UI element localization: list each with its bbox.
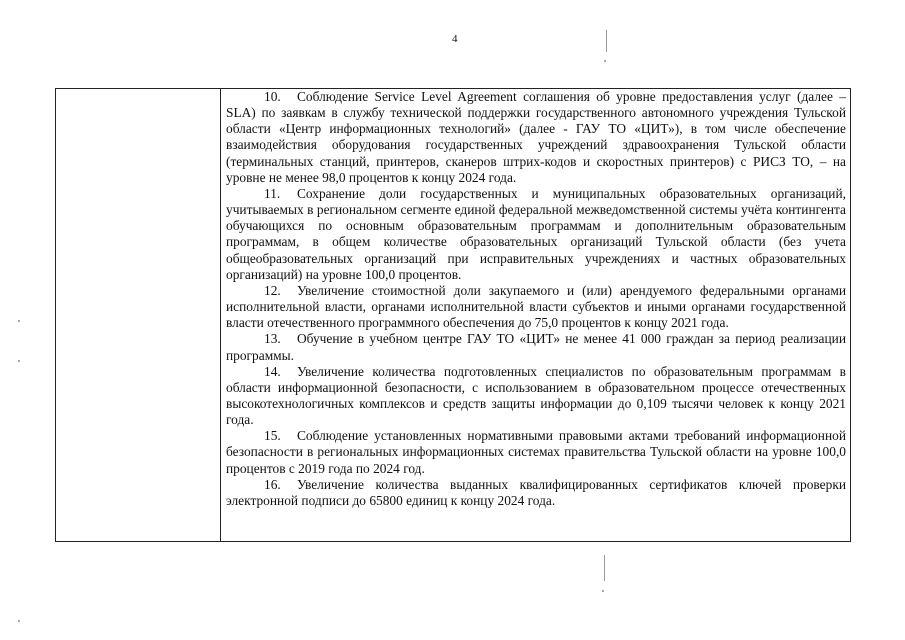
- item-number: 12.: [264, 282, 281, 298]
- scan-artifact: [18, 320, 20, 322]
- list-item: [226, 283, 846, 331]
- scan-artifact: [18, 360, 20, 362]
- item-text: Увеличение количества выданных квалифицированных сертификатов ключей проверки электронной подписи до 65800 единиц к концу 2024 года.: [226, 476, 846, 508]
- item-text: Увеличение стоимостной доли закупаемого и (или) арендуемого федеральными органами исполнительной власти, органами исполнительной власти субъектов и иными органами государственной власти отечественного программного обеспечения до 75,0 процентов к концу 2021 года.: [226, 282, 846, 331]
- page-number: 4: [452, 33, 458, 45]
- list-item: [226, 477, 846, 509]
- list-item: [226, 186, 846, 283]
- item-number: 14.: [264, 363, 281, 379]
- item-text: Увеличение количества подготовленных специалистов по образовательным программам в области информационной безопасности, с использованием в образовательном процессе отечественных высокотехнологичных комплексов и средств защиты информации до 0,109 тысячи человек к концу 2021 года.: [226, 363, 846, 428]
- scan-artifact: [18, 620, 20, 622]
- item-text: Соблюдение установленных нормативными правовыми актами требований информационной безопасности в региональных информационных системах правительства Тульской области на уровне 100,0 процентов с 2019 года по 2024 год.: [226, 428, 846, 476]
- list-item: [226, 364, 846, 429]
- list-item: [226, 331, 846, 363]
- item-number: 10.: [264, 89, 281, 104]
- list-item: [226, 89, 846, 186]
- item-text: Обучение в учебном центре ГАУ ТО «ЦИТ» не менее 41 000 граждан за период реализации программы.: [226, 331, 846, 363]
- list-item: [226, 428, 846, 476]
- scan-artifact: [606, 30, 607, 52]
- item-number: 13.: [264, 331, 281, 347]
- scan-artifact: [604, 60, 606, 62]
- item-number: 16.: [264, 476, 281, 492]
- document-table: [55, 88, 851, 542]
- item-number: 15.: [264, 428, 281, 444]
- scan-artifact: [604, 555, 605, 581]
- table-left-column: [56, 89, 221, 541]
- item-text: Соблюдение Service Level Agreement соглашения об уровне предоставления услуг (далее – SLA) по заявкам в службу технической поддержки государственного автономного учреждения Тульской области «Центр информационных технологий» (далее - ГАУ ТО «ЦИТ»), в том числе обеспечение взаимодействия оборудования государственных учреждений здравоохранения Тульской области (терминальных станций, принтеров, сканеров штрих-кодов и скоростных принтеров) с РИСЗ ТО, – на уровне не менее 98,0 процентов к концу 2024 года.: [226, 89, 846, 185]
- item-text: Сохранение доли государственных и муниципальных образовательных организаций, учитываемых в региональном сегменте единой федеральной межведомственной системы учёта контингента обучающихся по основным образовательным программам и дополнительным образовательным программам, в общем количестве образовательных организаций Тульской области (без учета общеобразовательных организаций при исправительных учреждениях и частных образовательных организаций) на уровне 100,0 процентов.: [226, 185, 846, 282]
- table-right-column: [226, 89, 846, 509]
- item-number: 11.: [264, 185, 281, 201]
- scan-artifact: [602, 590, 604, 592]
